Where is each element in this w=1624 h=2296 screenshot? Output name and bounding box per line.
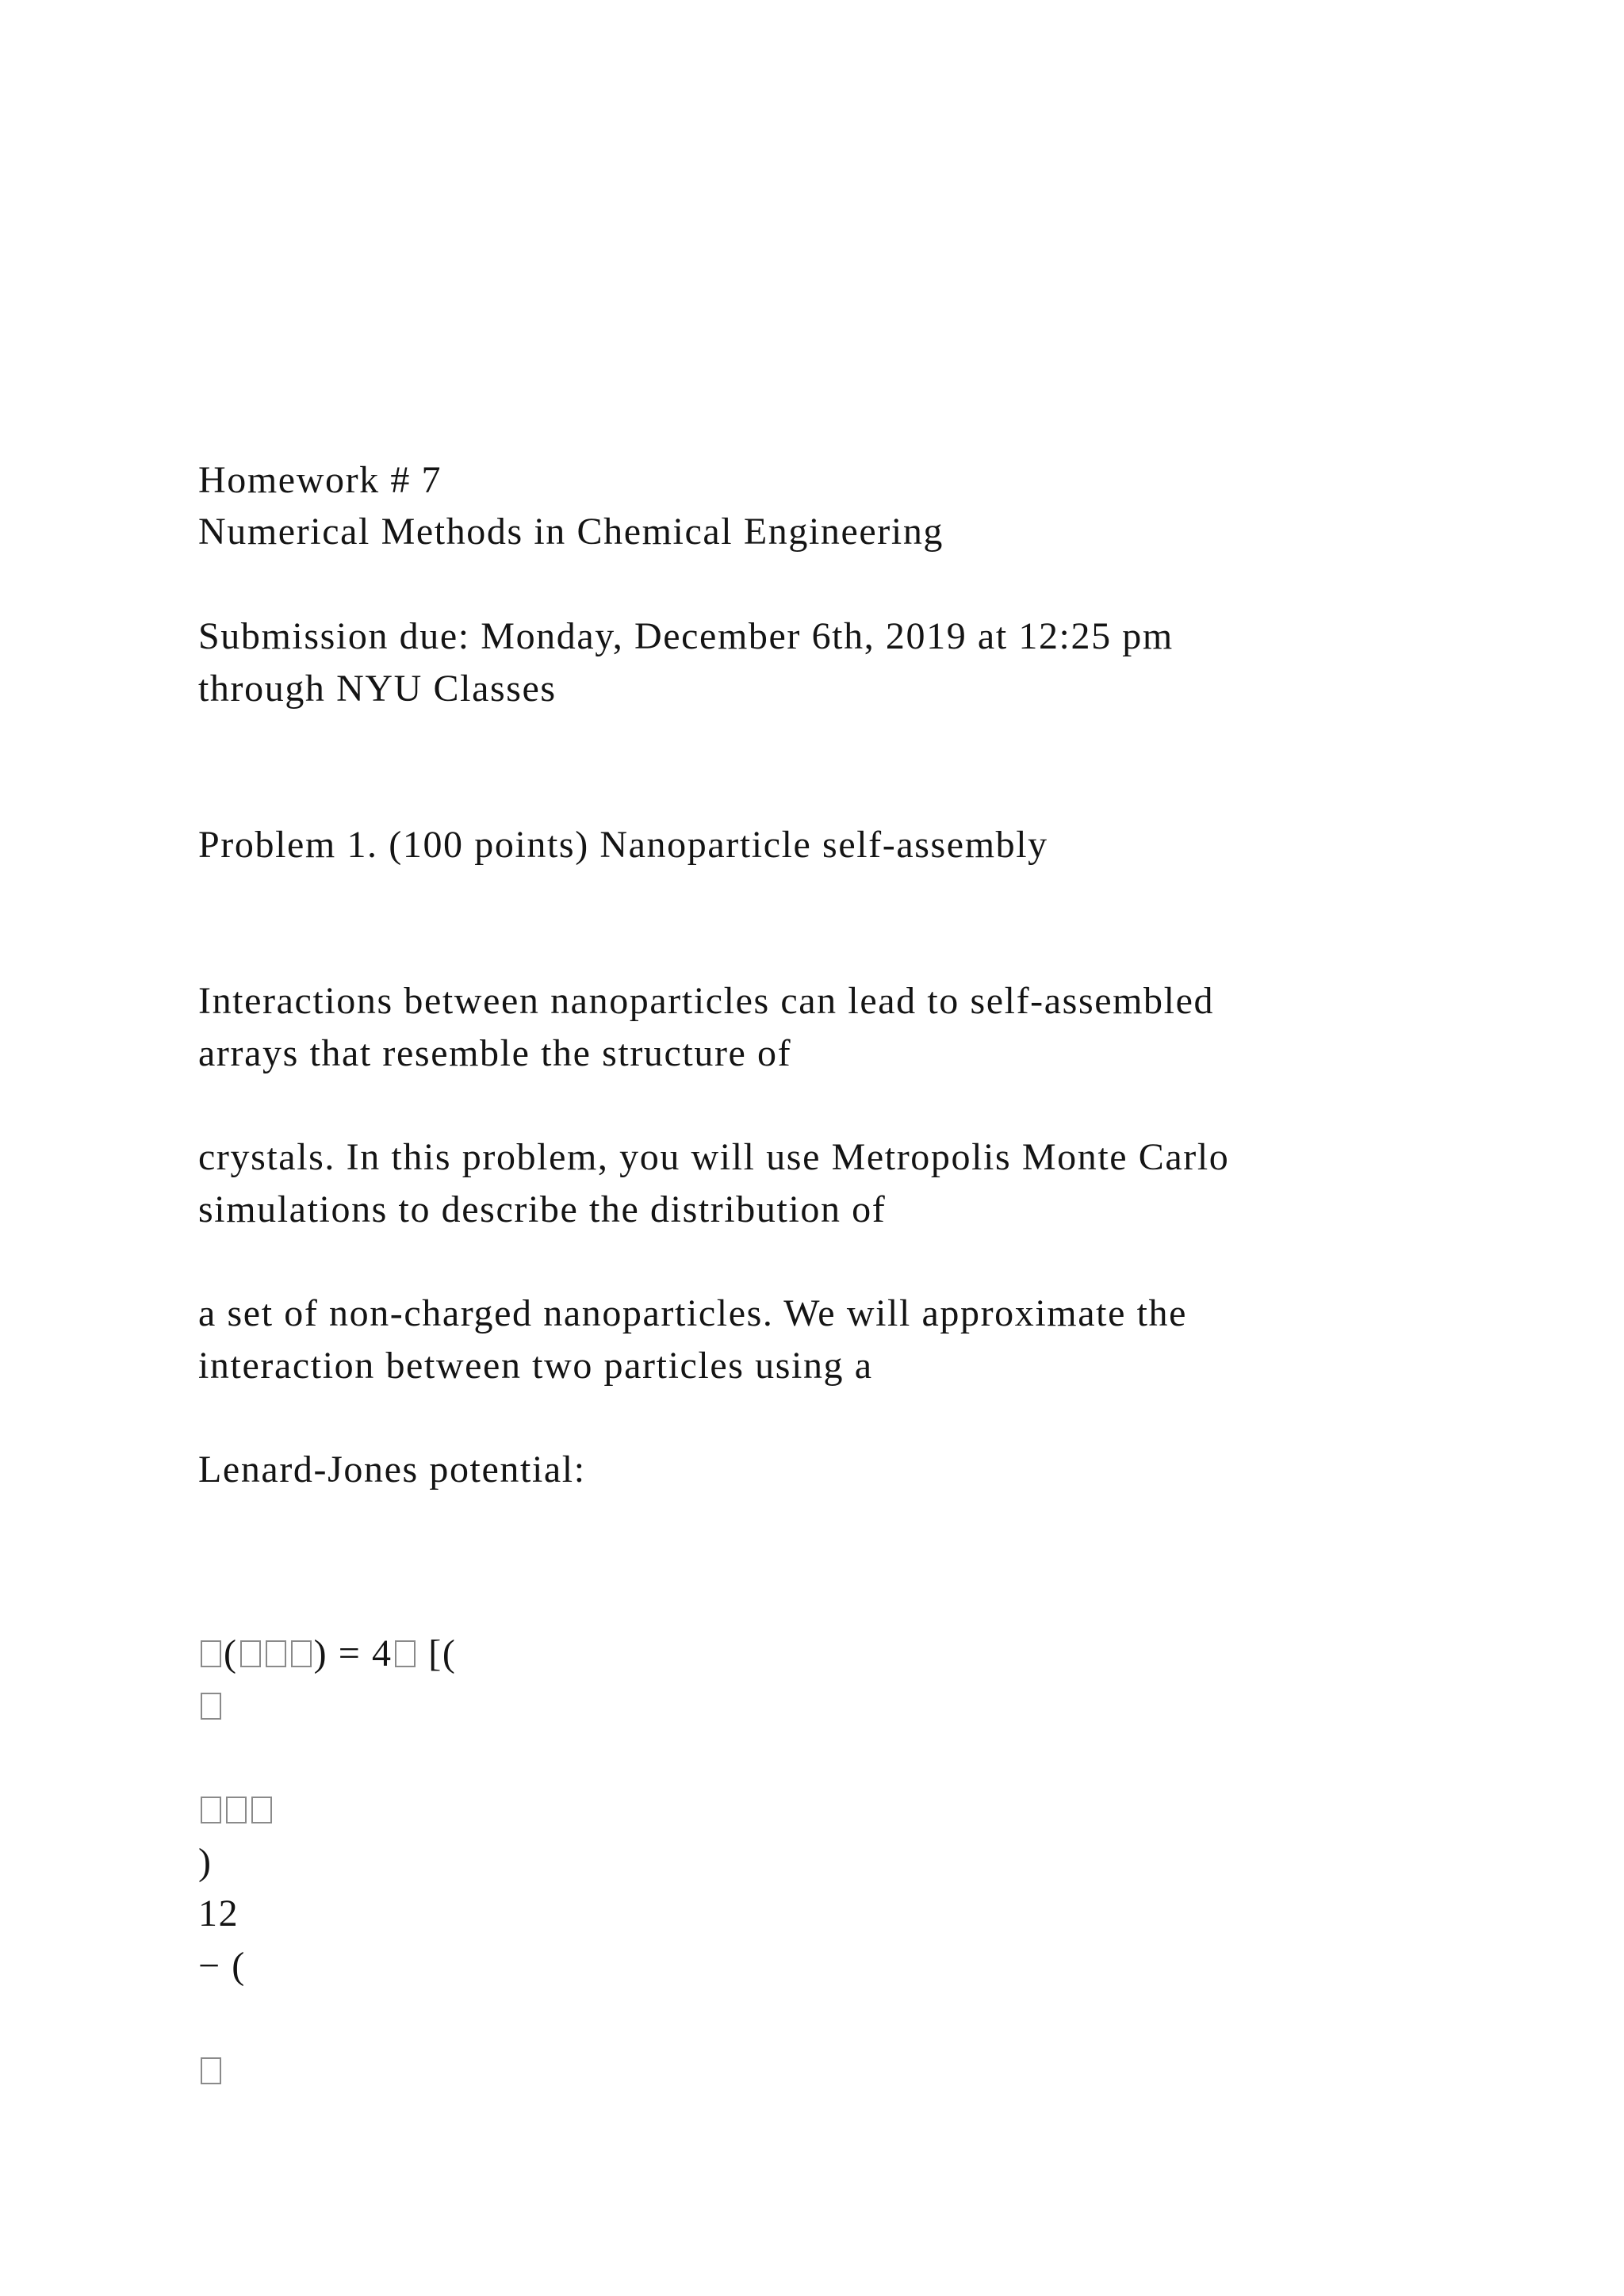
paragraph-line: a set of non-charged nanoparticles. We will approximate the xyxy=(198,1292,1188,1334)
course-title: Numerical Methods in Chemical Engineering xyxy=(198,511,944,553)
equation-line-7 xyxy=(198,2045,224,2096)
equation-line-3 xyxy=(198,1785,274,1835)
equation-close-eq: ) = 4 xyxy=(313,1632,393,1674)
missing-glyph-icon xyxy=(395,1640,416,1667)
equation-bracket-open: [( xyxy=(417,1632,457,1674)
missing-glyph-icon xyxy=(291,1640,312,1667)
paragraph-line: arrays that resemble the structure of xyxy=(198,1032,792,1074)
paragraph-line: interaction between two particles using a xyxy=(198,1345,873,1387)
missing-glyph-icon xyxy=(201,1693,221,1720)
equation-exponent: 12 xyxy=(198,1892,239,1934)
due-date-line-2: through NYU Classes xyxy=(198,668,557,710)
missing-glyph-icon xyxy=(251,1797,272,1823)
missing-glyph-icon xyxy=(201,1797,221,1823)
paragraph-line: Lenard-Jones potential: xyxy=(198,1448,586,1490)
paragraph-line: Interactions between nanoparticles can lead to self-assembled xyxy=(198,980,1215,1022)
equation-close-paren: ) xyxy=(198,1841,213,1883)
due-date-line-1: Submission due: Monday, December 6th, 2019 at 12:25 pm xyxy=(198,615,1174,657)
equation-line-1 xyxy=(198,1628,456,1679)
paragraph-line: simulations to describe the distribution of xyxy=(198,1188,887,1230)
missing-glyph-icon xyxy=(266,1640,286,1667)
equation-minus-open: − ( xyxy=(198,1945,246,1987)
problem-title: Problem 1. (100 points) Nanoparticle self-assembly xyxy=(198,824,1048,866)
missing-glyph-icon xyxy=(201,2057,221,2084)
paragraph-line: crystals. In this problem, you will use Metropolis Monte Carlo xyxy=(198,1136,1230,1178)
missing-glyph-icon xyxy=(226,1797,247,1823)
equation-line-2 xyxy=(198,1681,224,1732)
missing-glyph-icon xyxy=(240,1640,261,1667)
equation-open-paren: ( xyxy=(224,1632,238,1674)
missing-glyph-icon xyxy=(201,1640,221,1667)
homework-number: Homework # 7 xyxy=(198,459,442,501)
